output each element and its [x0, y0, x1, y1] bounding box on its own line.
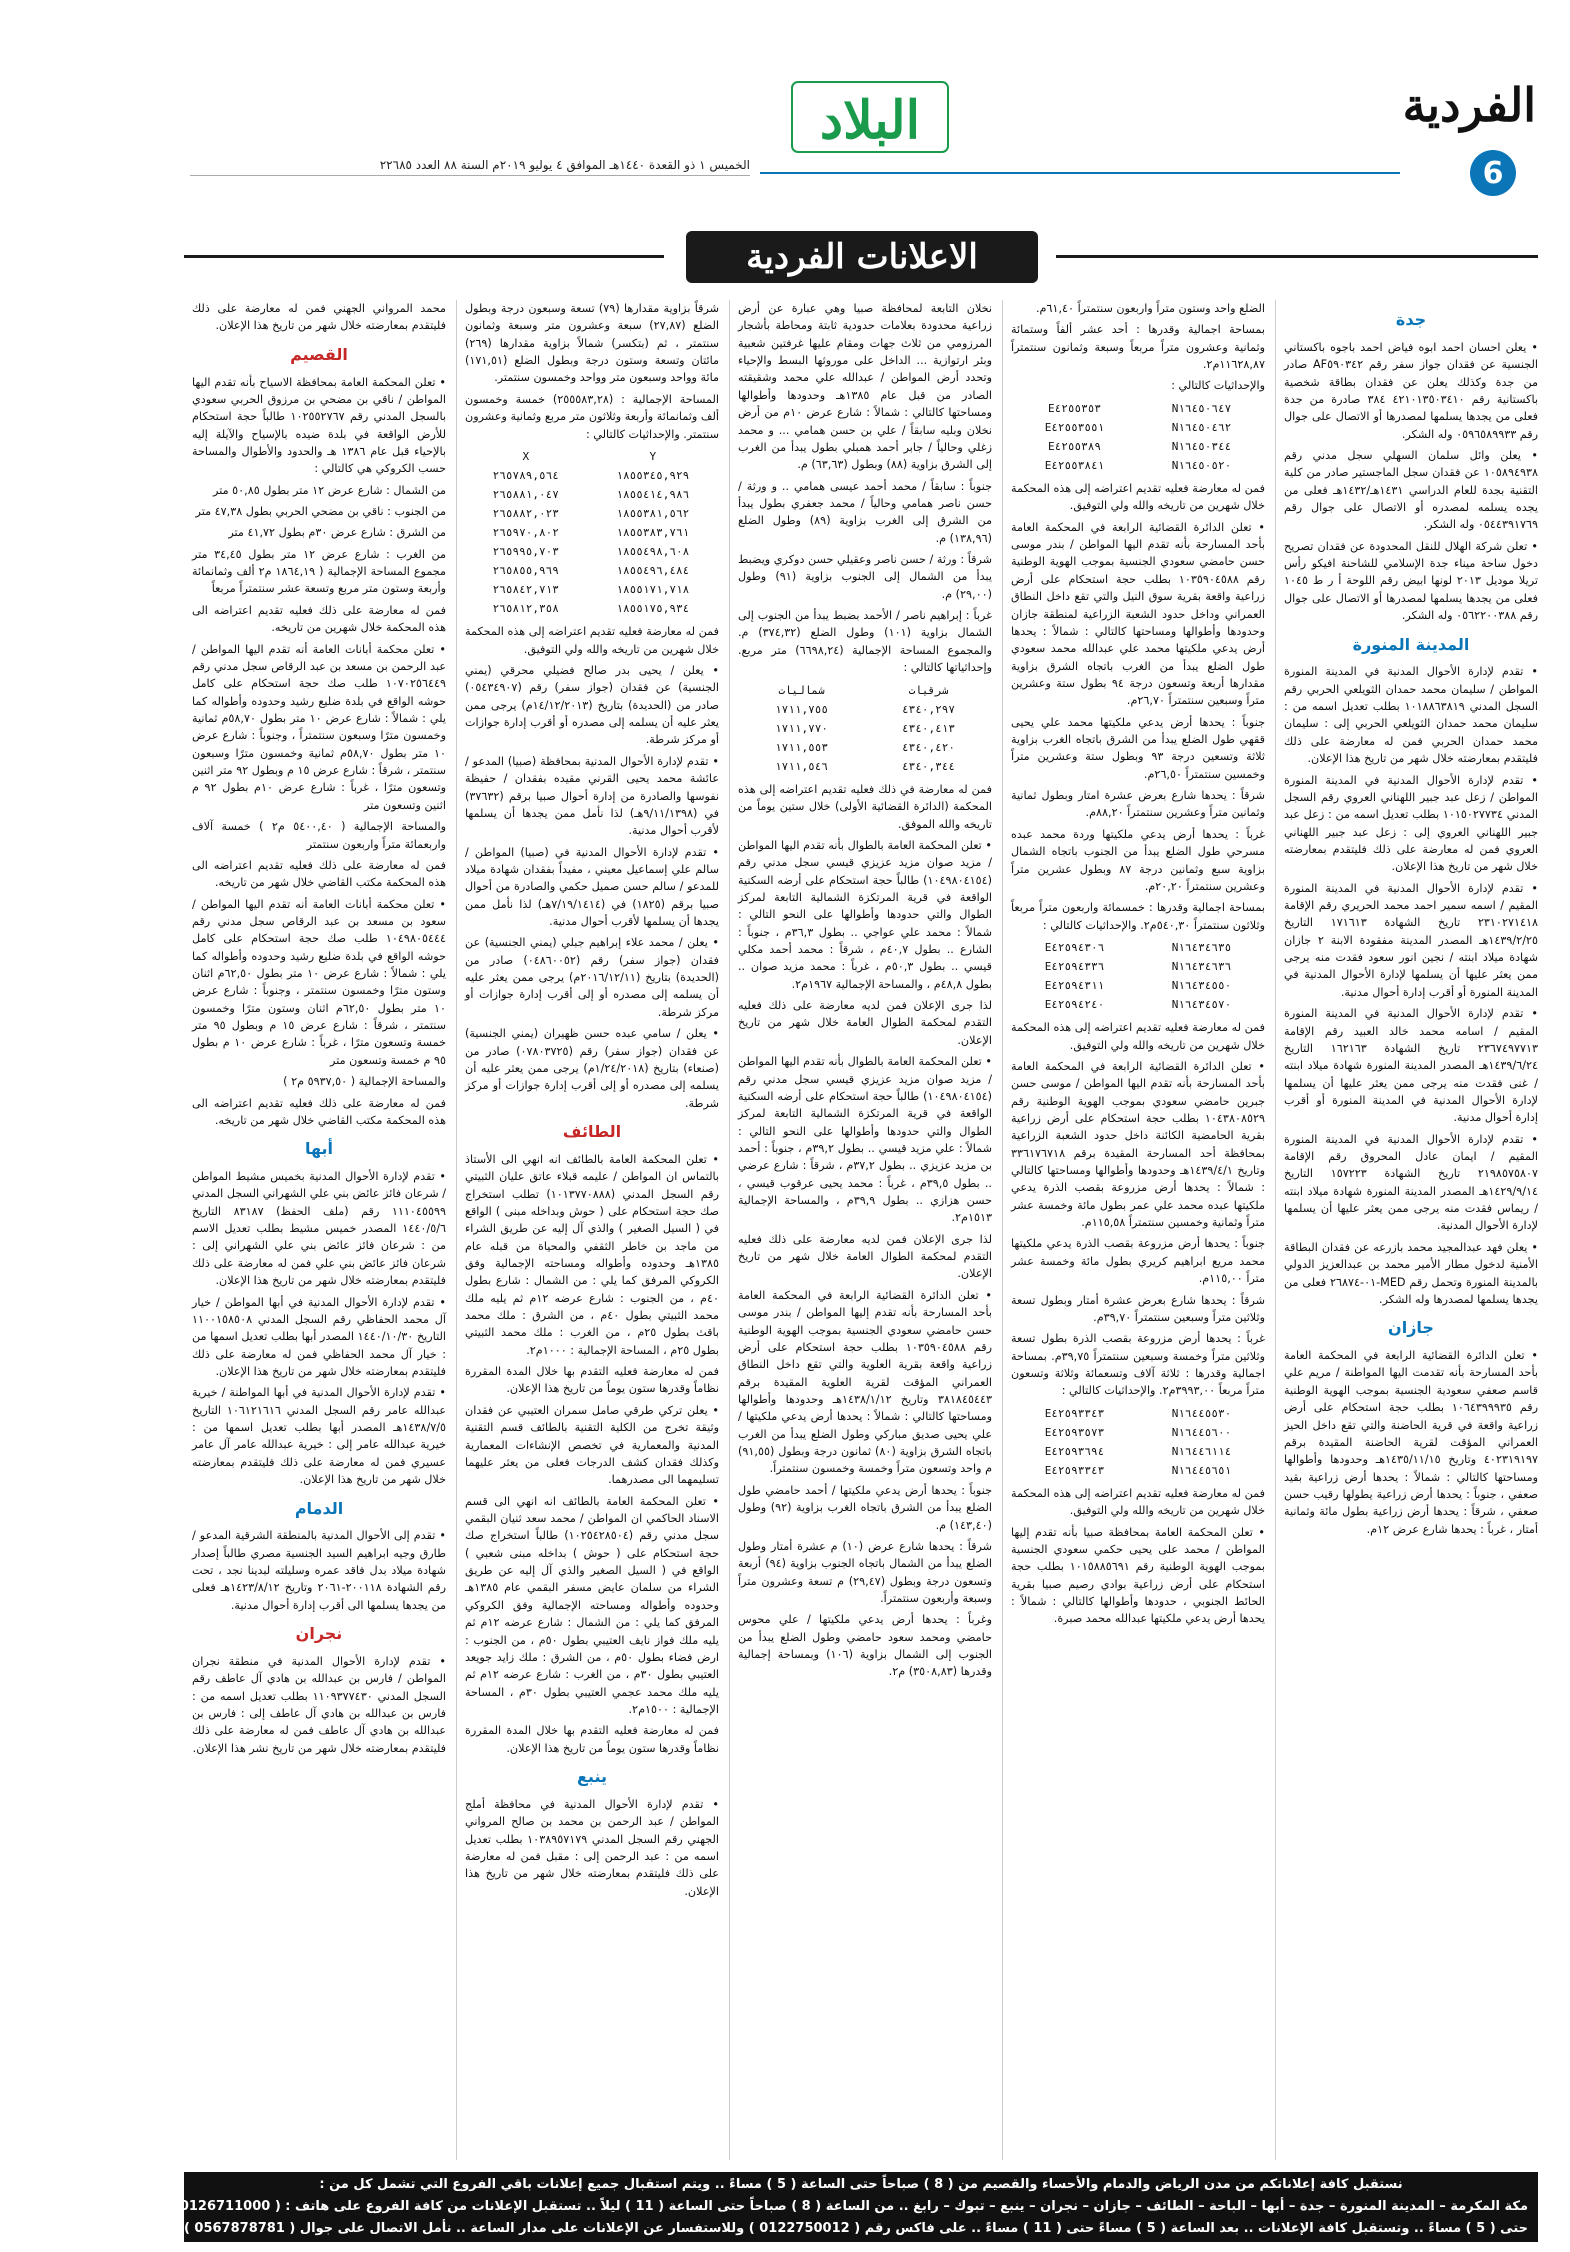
section-name: الفردية: [1402, 78, 1536, 132]
ad-paragraph: • تعلن الدائرة القضائية الرابعة في المحكمة العامة بأحد المسارحة بأنه تقدم إليها المواطن / بندر موسى حسن حامضي سعودي الجنسية بموجب الهوية الوطنية رقم ١٠٣٥٩٠٤٥٨٨ بطلب حجة استحكام على أرض زراعية واقعة بقرية العلوية والتي تقع داخل النطاق العمراني المؤقت لقرية العلوية المقيدة برقم ٣٨١٨٤٥٤٤٣ وتاريخ ١٤٣٨/١/١٢هـ وحدودها وأطوالها ومساحتها كالتالي : شمالاً : يحدها أرض يدعي ملكيتها / علي يحيى صديق مباركي وطول الضلع يبدأ من الغرب باتجاه الشرق بزاوية (٨٠) ثمانون درجة وبطول (٩١,٥٥) م واحد وتسعون متراً وخمسة وخمسون سنتمتراً.: [738, 1288, 992, 1476]
ad-paragraph: • تقدم لإدارة الأحوال المدنية في المدينة المنورة المواطن / سليمان محمد حمدان الثويلعي الحربي رقم السجل المدني ١٠١٨٨٦٣٨١٩ بطلب تعديل اسمه من : سليمان محمد حمدان الثويلعي الحربي إلى : سليمان محمد حمدان الحربي فمن له معارضة على ذلك فليتقدم بمعارضته خلال شهر من تاريخ هذا الإعلان.: [1284, 665, 1538, 766]
ad-paragraph: • تعلن محكمة أبانات العامة أنه تقدم اليها المواطن / سعود بن مسعد بن عبد الرقاص سجل مدني رقم ١٠٤٩٨٠٥٤٤٤ طلب صك حجة استحكام على كامل حوشه الواقع في بلدة ضليع رشيد وحدوده وأطواله كما يلي : شمالاً : شارع عرض ١٠ متر بطول ٦٢,٥٠م اثنان وستون مترًا وخمسون سنتمتر ، وجنوباً : شارع عرض ١٠ متر بطول ٦٢,٥٠م اثنان وستون مترًا وخمسون سنتمتر ، شرقاً : شارع عرض ١٥ م وبطول ٩٥ متر خمسة وتسعون مترًا ، غرباً : شارع عرض ١٠ م بطول ٩٥ م خمسة وتسعون متر: [192, 897, 446, 1067]
table-cell: E٤٢٥٩٣٣٤٣: [1044, 1406, 1105, 1420]
table-cell: Y: [649, 449, 657, 463]
table-cell: N١٦٤٥٠٥٢٠: [1171, 458, 1232, 472]
table-cell: ٢٦٥٨٤٢,٧١٣: [492, 583, 559, 597]
ad-paragraph: • تقدم لإدارة الأحوال المدنية في المدينة المنورة المقيم / اسمه سمير احمد محمد الحريري رقم الإقامة ٢٣١٠٢٧١٤١٨ تاريخ الشهادة ١٧١٦١٣ التاريخ ١٤٣٩/٢/٢٥هـ المصدر المدينة مفقودة الابنة ٢ جازان شهادة ميلاد ابنته / نجين انور سعود فقدت منه يرجى ممن يعثر عليها أن يسلمها لإدارة الأحوال المدنية في المدينة المنورة أو أقرب إدارة أحوال مدنية.: [1284, 881, 1538, 999]
ad-paragraph: جنوباً : سابقاً / محمد أحمد عيسى همامي .. و ورثة / حسن ناصر همامي وحالياً / محمد جعفري بطول يبدأ من الشرق إلى الغرب بزاوية (٨٩) وطول الضلع (١٣٨,٩٦) م.: [738, 479, 993, 545]
ad-paragraph: فمن له معارضة على ذلك فعليه تقديم اعتراضه الى هذه المحكمة مكتب القاضي خلال شهر من تاريخه.: [192, 858, 446, 890]
ad-paragraph: من الشرق : شارع عرض ٣٠م بطول ٤١,٧٢ متر: [228, 526, 446, 540]
table-row: [738, 681, 992, 700]
table-cell: ٢٦٥٧٨٩,٥٦٤: [492, 468, 559, 482]
table-cell: ١٧١١,٥٤٦: [775, 759, 828, 773]
ad-paragraph: فمن له معارضة فعليه تقديم اعتراضه إلى هذه المحكمة خلال شهرين من تاريخه والله ولي التوفيق.: [1011, 1021, 1265, 1052]
ad-paragraph: والمساحة الإجمالية ( ٥٤٠٠,٤٠ م٢ ) خمسة آلاف واربعمائة متراً واربعون سنتمتر: [192, 820, 447, 851]
table-cell: ٤٣٤٠,٣٤٤: [902, 759, 955, 773]
ad-paragraph: • تعلن الدائرة القضائية الرابعة في المحكمة العامة بأحد المسارحة بأنه تقدمت اليها المواطنة / مريم علي قاسم صعفي سعودية الجنسية بموجب الهوية الوطنية رقم ١٠٦٤٣٩٩٩٣٥ بطلب حجة استحكام على أرض زراعية واقعة في قرية الحاضنة والتي تقع داخل الحيز العمراني المؤقت لقرية الحاضنة المقيدة برقم ٤٠٢٣١٩١٩٧ وتاريخ ١٤٣٥/١١/١٥هـ وحدودها وأطوالها ومساحتها كالتالي : شمالاً : يحدها أرض زراعية بقيد صعفي ، جنوباً : يحدها أرض زراعية يطولها رقيب حسن صعفي ، شرقاً : يحدها أرض زراعية بطول مائة وثمانية أمتار ، غرباً : يحدها شارع عرض ١٢م.: [1284, 1349, 1539, 1536]
table-cell: شماليات: [778, 683, 825, 697]
ad-paragraph: فمن له معارضة فعليه تقديم اعتراضه إلى هذه المحكمة خلال شهرين من تاريخه والله ولي التوفيق.: [465, 625, 719, 656]
table-cell: N١٦٤٤٦١١٤: [1171, 1444, 1232, 1458]
table-cell: ٢٦٥٩٧٠,٨٠٢: [492, 526, 559, 540]
table-cell: ١٨٥٥١٧١,٧١٨: [616, 583, 690, 597]
newspaper-logo: البلاد: [819, 90, 921, 151]
table-cell: E٤٢٥٩٣٥٧٣: [1044, 1425, 1105, 1439]
table-cell: ٤٣٤٠,٢٩٧: [902, 702, 955, 716]
coords-table: [738, 681, 992, 776]
ad-paragraph: لذا جرى الإعلان فمن لديه معارضة على ذلك فعليه التقدم لمحكمة الطوال العامة خلال شهر من تاريخ الإعلان.: [738, 999, 992, 1047]
ad-paragraph: • تقدم لإدارة الأحوال المدنية في المدينة المنورة المواطن / زعل عبد جبير اللهناني العروي رقم السجل المدني ١٠١٥٠٢٧٧٣٤ بطلب تعديل اسمه من : زعل عبد جبير اللهناني العروي إلى : زعل عبد جبير اللهناني العروي فمن له معارضة على ذلك فليتقدم بمعارضته خلال شهر من تاريخ هذا الإعلان.: [1284, 773, 1538, 874]
ad-paragraph: شرقاً : ورثة / حسن ناصر وعقيلي حسن دوكري ويضبط يبدأ من الشمال إلى الجنوب بزاوية (٩١) وطول (٢٩,٠٠) م.: [738, 553, 992, 601]
ad-paragraph: • تقدم لإدارة الأحوال المدنية في أبها المواطن / خيار آل محمد الحفاظي رقم السجل المدني ١١٠٠١٥٨٥٠٨ التاريخ ١٤٤٠/١٠/٣٠ المصدر أبها بطلب تعديل اسمها من : خيار آل محمد الحفاظي فمن له معارضة على ذلك فليتقدم بمعارضته خلال شهر من تاريخ هذا الإعلان.: [192, 1295, 446, 1378]
table-row: [1011, 976, 1265, 995]
table-row: [1011, 418, 1265, 437]
ad-paragraph: • يعلن تركي طرقي صامل سمران العتيبي عن فقدان وثيقة تخرج من الكلية التقنية بالطائف قسم التقنية المدنية والمعمارية في تخصص الإنشاءات المعمارية وكذلك فقدان كشف الدرجات فعلى من يعثر عليهما تسليمهما الى مصدرهما.: [465, 1403, 719, 1487]
table-cell: ١٧١١,٧٧٠: [775, 721, 828, 735]
table-row: [1011, 437, 1265, 456]
ad-paragraph: جنوباً : يحدها أرض مزروعة بقصب الذرة يدعي ملكيتها محمد مريع ابراهيم كريري بطول مائة وخمسة عشر متراً ١١٥,٠٠م.: [1011, 1237, 1265, 1286]
ad-paragraph: • يعلن فهد عبدالمجيد محمد بازرعه عن فقدان البطاقة الأمنية لدخول مطار الأمير محمد بن عبدالعزيز الدولي بالمدينة المنورة وتحمل رقم MED-٠١-٢٦٨٧٤ فعلى من يجدها يسلمها لمصدرها وله الشكر.: [1284, 1240, 1538, 1306]
table-row: [1011, 957, 1265, 976]
ad-paragraph: فمن له معارضة فعليه التقدم بها خلال المدة المقررة نظاماً وقدرها ستون يوماً من تاريخ هذا الإعلان.: [465, 1365, 719, 1396]
table-row: [738, 700, 992, 719]
ad-paragraph: فمن له معارضة في ذلك فعليه تقديم اعتراضه إلى هذه المحكمة (الدائرة القضائية الأولى) خلال ستين يوماً من تاريخه والله الموفق.: [738, 782, 992, 831]
table-cell: E٤٢٥٩٤٣٣٦: [1044, 960, 1105, 974]
ad-paragraph: من الشمال : شارع عرض ١٢ متر بطول ٥٠,٨٥ متر: [213, 483, 446, 497]
ads-columns: [184, 300, 1538, 2160]
table-cell: E٤٢٥٩٤٣١١: [1044, 979, 1105, 993]
table-cell: ٢٦٥٨٨١,٠٤٧: [492, 487, 559, 501]
ad-paragraph: فمن له معارضة على ذلك فعليه تقديم اعتراضه الى هذه المحكمة مكتب القاضي خلال شهر من تاريخه.: [192, 1096, 446, 1127]
page-number-badge: 6: [1470, 150, 1516, 196]
ad-paragraph: • تقدم لإدارة الأحوال المدنية في منطقة نجران المواطن / فارس بن عبدالله بن هادي آل عاطف رقم السجل المدني ١١٠٩٣٧٧٤٣٠ بطلب تعديل اسمه من : فارس بن عبدالله بن هادي آل عاطف إلى : فارس بن عبدالله بن هادي آل عاطف فمن له معارضة على ذلك فليتقدم بمعارضته خلال شهر من تاريخ نشر هذا الإعلان.: [192, 1654, 446, 1755]
table-cell: ١٨٥٥٣٨١,٥٦٢: [616, 507, 690, 521]
table-cell: ١٧١١,٧٥٥: [775, 702, 828, 716]
ad-paragraph: • تقدم لإدارة الأحوال المدنية في (صبيا) المواطن / سالم علي إسماعيل معيني ، مفيداً بفقدان شهادة ميلاد للمدعو / سالم حسن صميل حكمي والصادرة من أحوال صبيا برقم (١٨٢٥) في (٧/١٩/١٤١٤هـ) لذا نأمل ممن يجدها أن يسلمها لأقرب أحوال مدنية.: [465, 845, 719, 929]
table-row: [465, 561, 719, 580]
ad-paragraph: والمساحة الإجمالية ( ٥٩٣٧,٥٠ م٢ ): [283, 1075, 446, 1089]
table-cell: ١٨٥٥٣٨٣,٧٦١: [616, 526, 690, 540]
footer-contact-bar: [0, 2172, 1538, 2242]
table-row: [1011, 995, 1265, 1014]
table-row: [465, 542, 719, 561]
banner-title: الاعلانات الفردية: [686, 231, 1038, 283]
table-row: [1011, 1461, 1265, 1480]
table-row: [465, 504, 719, 523]
ad-paragraph: • تقدم لإدارة الأحوال المدنية في المدينة المنورة المقيم / ايمان عادل المحروق رقم الإقامة ٢١٩٨٥٧٥٨٠٧ تاريخ الشهادة ١٥٧٢٢٣ التاريخ ١٤٢٩/٩/١٤هـ المصدر المدينة المنورة شهادة ميلاد ابنته / ريماس فقدت منه يرجى ممن يعثر عليها أن يسلمها لإدارة الأحوال المدنية.: [1284, 1132, 1538, 1233]
ad-paragraph: محمد المرواني الجهني فمن له معارضة على ذلك فليتقدم بمعارضته خلال شهر من تاريخ هذا الإعلان.: [192, 302, 446, 333]
table-cell: ٢٦٥٩٩٥,٧٠٣: [492, 545, 559, 559]
ad-paragraph: • تعلن الدائرة القضائية الرابعة في المحكمة العامة بأحد المسارحة بأنه تقدم اليها المواطن / بندر موسى حسن حامضي سعودي الجنسية بموجب الهوية الوطنية رقم ١٠٣٥٩٠٤٥٨٨ بطلب حجة استحكام على أرض زراعية واقعة بقرية سوق النيل والتي تقع داخل النطاق العمراني وداخل حدود الشعبة الزراعية لمنطقة جازان وحدودها وأطوالها ومساحتها كالتالي : شمالاً : يحدها أرض يدعي ملكيتها محمد علي عبدالله محمد سعودي طول الضلع يبدأ من الغرب باتجاه الشرق بزاوية مقدارها أربعة وتسعون درجة ٩٤ بطول ستة وعشرين متراً وسبعين سنتمتراً ٢٦,٧٠م.: [1011, 520, 1265, 708]
coords-table: [1011, 1404, 1265, 1480]
ad-paragraph: • تعلن الدائرة القضائية الرابعة في المحكمة العامة بأحد المسارحة بأنه تقدم اليها المواطن / موسى حسن جبرين حامضي سعودي بموجب الهوية الوطنية رقم ١٠٤٣٨٠٨٥٢٩ بطلب حجة استحكام على أرض زراعية بقرية الحامضية الكائنة داخل حدود الشعبة الزراعية بمحافظة أحد المسارحة المقيدة برقم ٣٣٦١٧٦٧١٨ وتاريخ ١٤٣٩/٤/١هـ وحدودها وأطوالها ومساحتها كالتالي : شمالاً : يحدها أرض مزروعة بقصب الذرة يدعي ملكيتها عبده محمد علي عمر بطول مائة وخمسة عشر متراً وثمانية وخمسين سنتمتراً ١١٥,٥٨م.: [1011, 1059, 1265, 1230]
table-cell: N١٦٤٤٥٦٥١: [1171, 1463, 1232, 1477]
ad-paragraph: • تعلن محكمة أبانات العامة أنه تقدم اليها المواطن / عبد الرحمن بن مسعد بن عبد الرقاص سجل مدني رقم ١٠٧٠٢٥٦٤٤٩ طلب صك حجة استحكام على كامل حوشه الواقع في بلدة ضليع رشيد وحدوده وأطواله كما يلي : شمالاً : شارع عرض ١٠ متر بطول ٥٨,٧٠م ثمانية وخمسون مترًا وسبعون سنتمتراً ، وجنوباً : شارع عرض ١٠ متر بطول ٥٨,٧٠م ثمانية وخمسون مترًا وسبعون سنتمتر ، شرقاً : شارع عرض ١٥ م وبطول ٩٢ متر اثنين وتسعون مترًا ، غرباً : شارع عرض ١٠م بطول ٩٢ م اثنين وتسعون متر: [192, 642, 447, 812]
ad-paragraph: غرباً : إبراهيم ناصر / الأحمد بضبط يبدأ من الجنوب إلى الشمال بزاوية (١٠١) وطول الضلع (٣٧٤,٣٢) م. والمجموع المساحة الإجمالية (٦٦٩٨,٢٤) متر مربع. وإحداثياتها كالتالي :: [738, 609, 993, 675]
ad-paragraph: غرباً : يحدها أرض مزروعة بقصب الذرة بطول تسعة وثلاثين متراً وخمسة وسبعين سنتمتراً ٣٩,٧٥م. بمساحة اجمالية وقدرها : ثلاثة آلاف وتسعمائة وثلاثة وتسعون متراً مربعاً ٣٩٩٣,٠٠م٢. والإحداثيات كالتالي :: [1011, 1332, 1265, 1398]
table-cell: E٤٢٥٩٤٢٤٠: [1044, 998, 1105, 1012]
ad-paragraph: شرقاً : يحدها شارع بعرض عشرة أمتار وبطول تسعة وثلاثين متراً وسبعين سنتمتراً ٣٩,٧٠م.: [1011, 1293, 1265, 1324]
ad-paragraph: • يعلن وائل سلمان السهلي سجل مدني رقم ١٠٥٨٩٤٩٣٨ عن فقدان سجل الماجستير صادر من كلية التقنية بجدة للعام الدراسي ١٤٣١هـ/١٤٣٢هـ فعلى من يجده يسلمه لمصدره أو الاتصال على جوال رقم ٠٥٤٤٣٩١٧٦٩ وله الشكر.: [1284, 448, 1538, 532]
ad-paragraph: • تعلن المحكمة العامة بالطائف انه انهي الى قسم الاسناد الحاكمي ان المواطن / محمد سعد ثنيان البقمي سجل مدني رقم (١٠٢٥٤٢٨٥٠٤) طالباً استخراج صك حجة استحكام على ( حوش ) بداخله مبنى شعبي ) الواقع في ( السيل الصغير والذي آل إليه عن طريق الشراء من سلمان عايض مسفر البقمي عام ١٣٨٥هـ وحدوده وأطواله ومساحته الإجمالية وفق الكروكي المرفق كما يلي : من الشمال : شارع عرضه ١٢م ثم يليه ملك فواز نايف العتيبي بطول ٥٠م ، من الجنوب : ارض فضاء بطول ٥٠م ، من الشرق : ملك زايد جويعد العتيبي بطول ٣٠م ، من الغرب : شارع عرضه ١٢م ثم يليه ملك محمد عجمي العتيبي بطول ٣٠م ، المساحة الإجمالية : ١٥٠٠م٢.: [465, 1494, 719, 1716]
ad-paragraph: نخلان التابعة لمحافظة صبيا وهي عبارة عن أرض زراعية محدودة بعلامات حدودية ثابتة ومحاطة بأشجار المرزومي من ثلاث جهات ومقام عليها غرفتين شعبية وبئر ارتوازية ... الداخل على موروثها البسط والإحياء وتحدد أرض المواطن / عبدالله علي محمد وشقيقته الصادر من قبل عام ١٣٨٥هـ وحدودها وأطوالها ومساحتها كالتالي : شمالاً : شارع عرض ١٠م من أرض نخلان وبليه سابقاً / علي بن حسن همامي ... و محمد زغلي وحالياً / جابر أحمد همبلي بطول يبدأ من الغرب إلى الشرق بزاوية (٨٨) وبطول (٦٣,٦٣) م.: [738, 302, 993, 472]
table-cell: ١٨٥٥٤١٤,٩٨٦: [616, 487, 690, 501]
table-cell: N١٦٤٣٤٦٣٦: [1171, 960, 1232, 974]
table-cell: E٤٢٥٥٣٥٣: [1048, 401, 1101, 415]
city-heading-dammam: الدمام: [294, 1498, 344, 1518]
table-cell: ١٨٥٥٤٩٦,٤٨٤: [616, 564, 690, 578]
table-row: [465, 599, 719, 618]
section-banner: [182, 228, 1542, 286]
ad-paragraph: غرباً : يحدها أرض يدعي ملكيتها وردة محمد عبده مسرحي طول الضلع يبدأ من الجنوب باتجاه الشمال بزاوية سبع وثمانين درجة ٨٧ وبطول عشرين متراً وعشرين سنتمتراً ٢٠,٢٠م.: [1011, 827, 1265, 893]
ad-paragraph: • تقدم لإدارة الأحوال المدنية في أبها المواطنة / خيرية عبدالله عامر رقم السجل المدني ١٠٦١٢١٦١٦ التاريخ ١٤٣٨/٧/٥هـ المصدر أبها بطلب تعديل اسمها من : خيرية عبدالله عامر إلى : خيرية عبدالله عامر آل عامر عسيري فمن له معارضة على ذلك فليتقدم بمعارضته خلال شهر من تاريخ هذا الإعلان.: [192, 1386, 446, 1487]
table-row: [1011, 1442, 1265, 1461]
coords-table: [465, 447, 719, 618]
table-cell: N١٦٤٥٠٣٤٤: [1171, 439, 1232, 453]
ad-paragraph: • تعلن شركة الهلال للنقل المحدودة عن فقدان تصريح دخول ساحة ميناء جدة الإسلامي للشاحنة افيكو رأس تريلا موديل ٢٠١٣ لونها ابيض رقم اللوحة أ ر ط ١٠٤٥ فعلى من يجدها يسلمها لمصدرها أو الاتصال على جوال رقم ٠٥٦٢٢٠٠٣٨٨ وله الشكر.: [1284, 539, 1538, 623]
coords-table: [1011, 399, 1265, 475]
table-cell: N١٦٤٣٤٦٣٥: [1171, 940, 1232, 954]
table-row: [1011, 399, 1265, 418]
ad-paragraph: فمن له معارضة على ذلك فعليه تقديم اعتراضه الى هذه المحكمة خلال شهرين من تاريخه.: [192, 603, 446, 635]
table-cell: ٢٦٥٨٨٢,٠٢٣: [492, 507, 559, 521]
ad-paragraph: فمن له معارضة فعليه تقديم اعتراضه إلى هذه المحكمة خلال شهرين من تاريخه والله ولي التوفيق.: [1011, 1486, 1265, 1518]
table-row: [465, 447, 719, 466]
ad-paragraph: • تقدم لإدارة الأحوال المدنية في محافظة أملج المواطن / عبد الرحمن بن محمد بن صالح المرواني الجهني رقم السجل المدني ١٠٣٨٩٥٧١٧٩ بطلب تعديل اسمه من : عبد الرحمن إلى : مقبل فمن له معارضة على ذلك فليتقدم بمعارضته خلال شهر من تاريخ هذا الإعلان.: [465, 1797, 719, 1898]
table-cell: ١٨٥٥٤٩٨,٦٠٨: [616, 545, 690, 559]
ad-paragraph: • تعلن المحكمة العامة بالطوال بأنه تقدم اليها المواطن / مزيد صوان مزيد عزيزي قيسي سجل مدني رقم (١٠٤٩٨٠٤١٥٤) طالباً حجة استحكام على أرضه السكنية الواقعة في قرية المرتكزة الشمالية التابعة لمركز الطوال والتي حدودها وأطوالها على النحو التالي : شمالاً : محمد علي عواجي .. بطول ٣٦,٣م ، جنوباً : الشارع .. بطول ٤٠,٧م ، شرقاً : محمد أحمد مكلي قيسي .. بطول ٥٠,٣م ، غرباً : محمد مزيد صوان .. بطول ٤٨,٨م ، والمساحة الإجمالية ١٩٦٧م٢.: [738, 838, 993, 991]
table-cell: ٤٣٤٠,٤١٣: [902, 721, 955, 735]
footer-line-3: حتى ( 5 ) مساءً .. وتستقبل كافة الإعلانات .. بعد الساعة ( 5 ) مساءً حتى ( 11 ) مساءً .. على فاكس رقم ( 0122750012 ) وللاستفسار عن الإعلانات على مدار الساعة .. نأمل الاتصال على جوال ( 0567878781 ): [183, 2221, 1528, 2236]
ad-paragraph: • يعلن / محمد علاء إبراهيم جبلي (يمني الجنسية) عن فقدان (جواز سفر) رقم (٠٤٨٦٠٠٥٢) صادر من (الحديدة) بتاريخ (٢٠١٦/١٢/١١م) يرجى ممن يعثر عليه أن يسلمه إلى مصدره أو إلى أقرب إدارة جوازات أو مركز شرطة.: [465, 936, 719, 1019]
table-cell: N١٦٤٤٥٦٠٠: [1171, 1425, 1232, 1439]
city-heading-najran: نجران: [295, 1624, 343, 1644]
table-cell: ١٨٥٥٣٤٥,٩٢٩: [616, 468, 690, 482]
city-heading-jazan: جازان: [1388, 1318, 1434, 1338]
table-cell: E٤٢٥٥٣٥٥١: [1044, 420, 1105, 434]
ad-paragraph: شرقاً بزاوية مقدارها (٧٩) تسعة وسبعون درجة وبطول الضلع (٢٧,٨٧) سبعة وعشرون متر وسبعة وثمانون سنتمتر ، ثم (بتكسر) شمالاً بزاوية مقدارها (٢٦٩) مائتان وتسعة وستون درجة وبطول الضلع (١٧١,٥١) مائة وواحد وسبعون متر وواحد وخمسون سنتمتر.: [465, 302, 719, 385]
ad-paragraph: وغرباً : يحدها أرض يدعي ملكيتها / علي محوس حامضي ومحمد سعود حامضي وطول الضلع يبدأ من الجنوب إلى الشمال بزاوية (١٠٦) وبمساحة إجمالية وقدرها (٣٥٠٨,٨٣) م٢.: [738, 1613, 992, 1679]
ad-paragraph: شرقاً : يحدها شارع بعرض عشرة امتار وبطول ثمانية وثمانين متراً وعشرين سنتمتراً ٨٨,٢٠م.: [1011, 789, 1265, 820]
column-5: [184, 300, 446, 2160]
table-cell: ٢٦٥٨٥٥,٩٦٩: [492, 564, 559, 578]
ad-paragraph: شرقاً : يحدها شارع عرض (١٠) م عشرة أمتار وطول الضلع يبدأ من الشمال باتجاه الجنوب بزاوية (٩٤) أربعة وتسعون درجة وبطول (٢٩,٤٧) م تسعة وعشرون متراً وسبعة وأربعون سنتمتراً.: [738, 1539, 993, 1605]
table-row: [465, 485, 719, 504]
masthead-rule: [760, 172, 1400, 174]
city-heading-madinah: المدينة المنورة: [1352, 634, 1470, 654]
table-cell: E٤٢٥٩٤٣٠٦: [1044, 940, 1105, 954]
dateline: الخميس ١ ذو القعدة ١٤٤٠هـ الموافق ٤ يوليو ٢٠١٩م السنة ٨٨ العدد ٢٢٦٨٥: [190, 158, 750, 176]
ad-paragraph: المساحة الإجمالية : (٢٥٥٥٨٣,٢٨) خمسة وخمسون ألف وثمانمائة وأربعة وثلاثون متر مربع وثمانية وعشرون سنتمتر. والإحداثيات كالتالي :: [465, 392, 720, 441]
table-cell: E٤٢٥٩٣٦٩٤: [1044, 1444, 1105, 1458]
ad-paragraph: • يعلن احسان احمد ابوه فياض احمد باجوه باكستاني الجنسية عن فقدان جواز سفر رقم AF٥٩٠٣٤٢ صادر من جدة وكذلك يعلن عن فقدان بطاقة شخصية باكستانية رقم ٤٢١٠١٣٥٠٣٤١٠ ٣٨٤ صادرة من جدة فعلى من يجدها يسلمها لمصدرها أو الاتصال على جوال رقم ٠٥٩٦٥٨٩٩٣٣ وله الشكر.: [1284, 340, 1539, 441]
ad-paragraph: • تقدم لإدارة الأحوال المدنية في المدينة المنورة المقيم / اسامه محمد خالد العبيد رقم الإقامة ٢٣٦٧٤٩٧٧١٣ تاريخ الشهادة ١٦٢١٦٣ التاريخ ١٤٣٩/٦/٢٤هـ المصدر المدينة المنورة شهادة ميلاد ابنته / غنى فقدت منه يرجى ممن يعثر عليها أن يسلمها لإدارة الأحوال المدنية في المدينة المنورة أو أقرب إدارة أحوال مدنية.: [1284, 1007, 1538, 1125]
footer-line-1: نستقبل كافة إعلاناتكم من مدن الرياض والدمام والأحساء والقصيم من ( 8 ) صباحاً حتى الساعة ( 5 ) مساءً .. ويتم استقبال جميع إعلانات باقي الفروع التي تشمل كل من :: [319, 2177, 1403, 2192]
table-cell: N١٦٤٣٤٥٧٠: [1171, 998, 1232, 1012]
ad-paragraph: • تقدم لإدارة الأحوال المدنية بمحافظة (صبيا) المدعو / عائشة محمد يحيى القرني مقيده بفقدان / حفيظة نفوسها والصادرة من إدارة أحوال صبيا برقم (٣٧٦٣٢) في (٩/١١/١٣٩٨هـ) لذا نأمل ممن يجدها أن يسلمها لأقرب أحوال مدنية.: [465, 754, 720, 838]
ad-paragraph: • تعلن المحكمة العامة بالطوال بأنه تقدم اليها المواطن / مزيد صوان مزيد عزيزي قيسي سجل مدني رقم (١٠٤٩٨٠٤١٥٤) طالباً حجة استحكام على أرضه السكنية الواقعة في قرية المرتكزة الشمالية التابعة لمركز الطوال والتي حدودها وأطوالها على النحو التالي : شمالاً : علي مزيد قيسي .. بطول ٣٩,٢م ، جنوباً : أحمد بن مزيد عزيزي .. بطول ٣٧,٢م ، شرقاً : شارع عرضي .. بطول ٣٩,٥م ، غرباً : محمد يحيى عرقوب قيسي ، حسن هزازي .. بطول ٣٩,٩م ، والمساحة الإجمالية ١٥١٣م٢.: [738, 1055, 992, 1225]
column-4: [456, 300, 719, 2160]
column-1: [1275, 300, 1538, 2160]
table-cell: ١٨٥٥١٧٥,٩٣٤: [616, 602, 690, 616]
table-cell: N١٦٤٥٠٤٦٢: [1171, 420, 1232, 434]
table-row: [738, 738, 992, 757]
table-row: [465, 466, 719, 485]
ad-paragraph: لذا جرى الإعلان فمن لديه معارضة على ذلك فعليه التقدم لمحكمة الطوال العامة خلال شهر من تاريخ الإعلان.: [738, 1232, 992, 1281]
ad-paragraph: • تقدم لإدارة الأحوال المدنية بخميس مشيط المواطن / شرعان فائز عائض بني علي الشهراني السجل المدني ١١١٠٤٥٥٩٩ رقم (ملف الحفظ) ٨٣١٨٧ التاريخ ١٤٤٠/٥/٦ المصدر خميس مشيط بطلب تعديل الاسم من : شرعان فائز عائض بني علي الشهراني إلى : شرعان فائز عائض بني علي فمن له معارضة على ذلك فليتقدم بمعارضته خلال شهر من تاريخ هذا الإعلان.: [192, 1170, 446, 1288]
ad-paragraph: من الجنوب : ناقي بن مضحي الحربي بطول ٤٧,٣٨ متر: [195, 505, 446, 519]
table-row: [738, 757, 992, 776]
ad-paragraph: • يعلن / سامي عبده حسن ظهيران (يمني الجنسية) عن فقدان (جواز سفر) رقم (٠٧٨٠٣٧٢٥) صادر من (صنعاء) بتاريخ (١/٢٤/٢٠١٨م) يرجى ممن يعثر عليه أن يسلمه إلى مصدره أو إلى أقرب إدارة جوازات أو مركز شرطة.: [465, 1027, 719, 1110]
table-cell: ١٧١١,٥٥٣: [775, 740, 828, 754]
table-cell: N١٦٤٤٥٥٣٠: [1171, 1406, 1232, 1420]
table-row: [1011, 938, 1265, 957]
ad-paragraph: بمساحة اجمالية وقدرها : أحد عشر ألفاً وستمائة وثمانية وعشرون متراً مربعاً وسبعة وثمانون سنتمتراً ١١٦٢٨,٨٧م٢.: [1011, 323, 1265, 372]
column-2: [1002, 300, 1265, 2160]
ad-paragraph: فمن له معارضة فعليه التقدم بها خلال المدة المقررة نظاماً وقدرها ستون يوماً من تاريخ هذا الإعلان.: [465, 1724, 719, 1755]
table-cell: X: [522, 449, 530, 463]
table-row: [738, 719, 992, 738]
city-heading-qassim: القصيم: [290, 344, 348, 364]
table-row: [1011, 1423, 1265, 1442]
ad-paragraph: جنوباً : يحدها أرض يدعي ملكيتها محمد علي يحيى ققهي طول الضلع يبدأ من الشرق باتجاه الغرب بزاوية ثلاثة وتسعين درجة ٩٣ وبطول ستة وعشرين متراً وخمسين سنتمتراً ٢٦,٥٠م.: [1011, 715, 1265, 781]
coords-table: [1011, 938, 1265, 1014]
table-cell: E٤٢٥٥٣٨٩: [1048, 439, 1101, 453]
table-row: [465, 580, 719, 599]
footer-line-2: مكة المكرمة – المدينة المنورة – جدة – أبها – الباحة – الطائف – جازان – نجران – ينبع – تبوك – رابغ .. من الساعة ( 8 ) صباحاً حتى الساعة ( 11 ) ليلاً .. تستقبل الإعلانات من كافة الفروع على هاتف : ( 0126711000 ) فاكس : ( 0126716241 ): [0, 2199, 1528, 2214]
ad-paragraph: • تعلن المحكمة العامة بمحافظة صبيا بأنه تقدم إليها المواطن / محمد على يحيى حكمي سعودي الجنسية بموجب الهوية الوطنية رقم ١٠١٥٨٨٥٦٩١ بطلب حجة استحكام على أرض زراعية بوادي رصيم صبيا بقرية الحائط الجنوبي ، حدودها وأطوالها كالتالي : شمالاً : يحدها أرض يدعي ملكيتها عبدالله محمد صبرة.: [1011, 1525, 1265, 1626]
table-cell: E٤٢٥٩٣٣٤٣: [1044, 1463, 1105, 1477]
table-cell: ٢٦٥٨١٢,٣٥٨: [492, 602, 559, 616]
table-row: [465, 523, 719, 542]
city-heading-taif: الطائف: [562, 1122, 622, 1141]
table-cell: N١٦٤٥٠٦٤٧: [1171, 401, 1232, 415]
column-3: [729, 300, 992, 2160]
ad-paragraph: • يعلن / يحيى بدر صالح فضيلي محرقي (يمني الجنسية) عن فقدان (جواز سفر) رقم (٠٥٤٣٤٩٠٧) صادر من (الحديدة) بتاريخ (١٤/١٢/٢٠١٣م) يرجى ممن يعثر عليه أن يسلمه إلى مصدره أو أقرب إدارة جوازات أو مركز شرطة.: [465, 664, 719, 747]
coords-label: والإحداثيات كالتالي :: [1171, 379, 1265, 393]
city-heading-jeddah: جدة: [1395, 310, 1427, 329]
ad-paragraph: فمن له معارضة فعليه تقديم اعتراضه إلى هذه المحكمة خلال شهرين من تاريخه والله ولي التوفيق.: [1011, 481, 1265, 513]
table-cell: شرقيات: [908, 683, 949, 697]
city-heading-yanbu: ينبع: [577, 1767, 607, 1787]
ad-paragraph: • تعلن المحكمة العامة بمحافظة الاسياح بأنه تقدم اليها المواطن / ناقي بن مضحي بن مرزوق الحربي سعودي بالسجل المدني رقم ١٠٢٥٥٢٧٦٧ طالباً حجة استحكام للأرض الواقعة في بلدة ضيده بالإسياح والآيلة إليه بالإحياء قبل عام ١٣٨٦ هـ والحدود والأطوال والمساحة حسب الكروكي هي كالتالي :: [192, 375, 446, 476]
table-cell: N١٦٤٣٤٥٥٠: [1171, 979, 1232, 993]
ad-paragraph: • تقدم إلى الأحوال المدنية بالمنطقة الشرقية المدعو / طارق وجيه ابراهيم السيد الجنسية مصري طالباً إصدار شهادة ميلاد بدل فاقد عمره وسليلته لبدينا نجد ، تحت رقم الشهادة ٢٠٠١١٨-٢٠٦١ وتاريخ ١٤٢٣/٨/١٢هـ فعلى من يجدها يسلمها الى أقرب إدارة أحوال مدنية.: [192, 1529, 447, 1612]
table-cell: ٤٣٤٠,٤٢٠: [902, 740, 955, 754]
table-row: [1011, 1404, 1265, 1423]
ad-paragraph: من الغرب : شارع عرض ١٢ متر بطول ٣٤,٤٥ متر مجموع المساحة الإجمالية ( ١٨٦٤,١٩ م٢ ألف وثمانمائة وأربعة وستون متر مربع وتسعة عشر سنتمتراً مربعاً: [192, 547, 447, 596]
ad-paragraph: • تعلن المحكمة العامة بالطائف انه انهي الى الأستاذ بالتماس ان المواطن / عليمه قبلاء عاتق عليان الثبيتي رقم السجل المدني (١٠١٣٧٧٠٨٨٨) تطلب استخراج صك حجة استحكام على ( حوش وبداخله مبنى ) الواقع في ( السيل الصغير ) والذي آل إليه عن طريق الشراء من ماجد بن خاطر الثقفي والمحياة من قبله عام ١٣٨٥هـ وحدوده وأطواله ومساحته الإجمالية وفق الكروكي المرفق كما يلي : من الشمال : شارع بطول ٤٠م ، من الجنوب : شارع عرضه ١٢م ثم يليه ملك محمد الثبيتي بطول ٤٠م ، من الشرق : ملك محمد باقث بطول ٢٥م ، من الغرب : ملك محمد الثبيتي بطول ٢٥م ، المساحة الإجمالية : ١٠٠٠م٢.: [465, 1152, 719, 1357]
masthead: [150, 0, 1570, 200]
city-heading-abha: أبها: [304, 1139, 334, 1159]
ad-paragraph: الضلع واحد وستون متراً واربعون سنتمتراً ٦١,٤٠م.: [1035, 302, 1265, 315]
ad-paragraph: بمساحة اجمالية وقدرها : خمسمائة واربعون متراً مربعاً وثلاثون سنتمتراً ٥٤٠,٣٠م٢. والإحداثيات كالتالي :: [1011, 901, 1265, 932]
table-cell: E٤٢٥٥٣٨٤١: [1044, 458, 1105, 472]
table-row: [1011, 456, 1265, 475]
ad-paragraph: جنوباً : يحدها أرض يدعي ملكيتها / أحمد حامضي طول الضلع يبدأ من الشرق باتجاه الغرب بزاوية (٩٢) وطول (١٤٣,٤٠) م.: [738, 1483, 993, 1532]
